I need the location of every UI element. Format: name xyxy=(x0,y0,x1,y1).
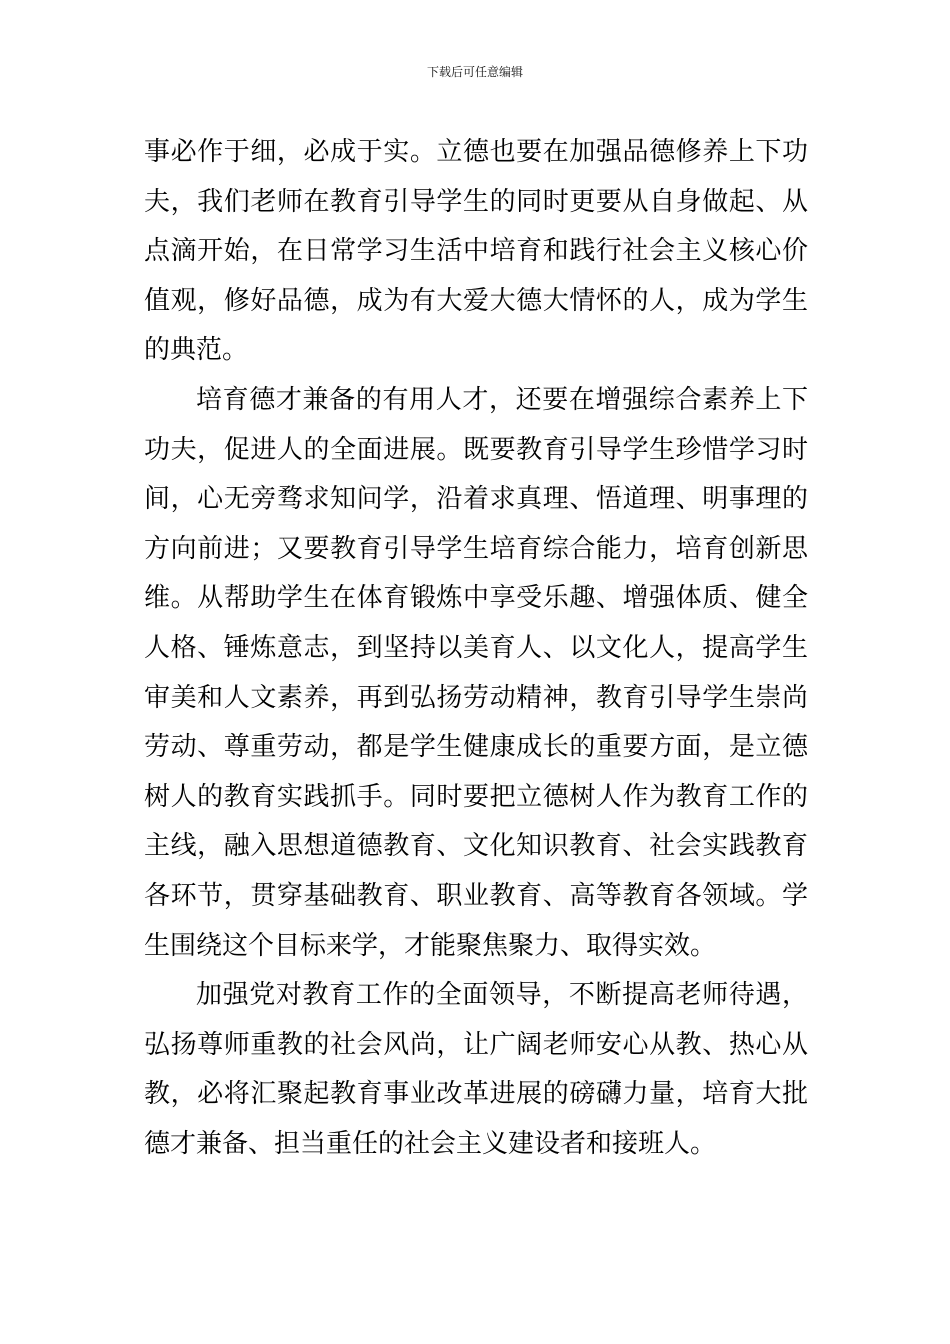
document-body xyxy=(144,128,808,1169)
page-header-note: 下载后可任意编辑 xyxy=(426,65,523,79)
paragraph-party-leadership: 加强党对教育工作的全面领导，不断提高老师待遇，弘扬尊师重教的社会风尚，让广阔老师安心从教、热心从教，必将汇聚起教育事业改革进展的磅礴力量，培育大批德才兼备、担当重任的社会主义建设者和接班人。 xyxy=(144,980,808,1159)
paragraph-comprehensive-quality: 培育德才兼备的有用人才，还要在增强综合素养上下功夫，促进人的全面进展。既要教育引导学生珍惜学习时间，心无旁骛求知问学，沿着求真理、悟道理、明事理的方向前进；又要教育引导学生培育综合能力，培育创新思维。从帮助学生在体育锻炼中享受乐趣、增强体质、健全人格、锤炼意志，到坚持以美育人、以文化人，提高学生审美和人文素养，再到弘扬劳动精神，教育引导学生崇尚劳动、尊重劳动，都是学生健康成长的重要方面，是立德树人的教育实践抓手。同时要把立德树人作为教育工作的主线，融入思想道德教育、文化知识教育、社会实践教育各环节，贯穿基础教育、职业教育、高等教育各领域。学生围绕这个目标来学，才能聚焦聚力、取得实效。 xyxy=(144,384,808,961)
paragraph-continuation: 事必作于细，必成于实。立德也要在加强品德修养上下功夫，我们老师在教育引导学生的同时更要从自身做起、从点滴开始，在日常学习生活中培育和践行社会主义核心价值观，修好品德，成为有大爱大德大情怀的人，成为学生的典范。 xyxy=(144,137,808,366)
